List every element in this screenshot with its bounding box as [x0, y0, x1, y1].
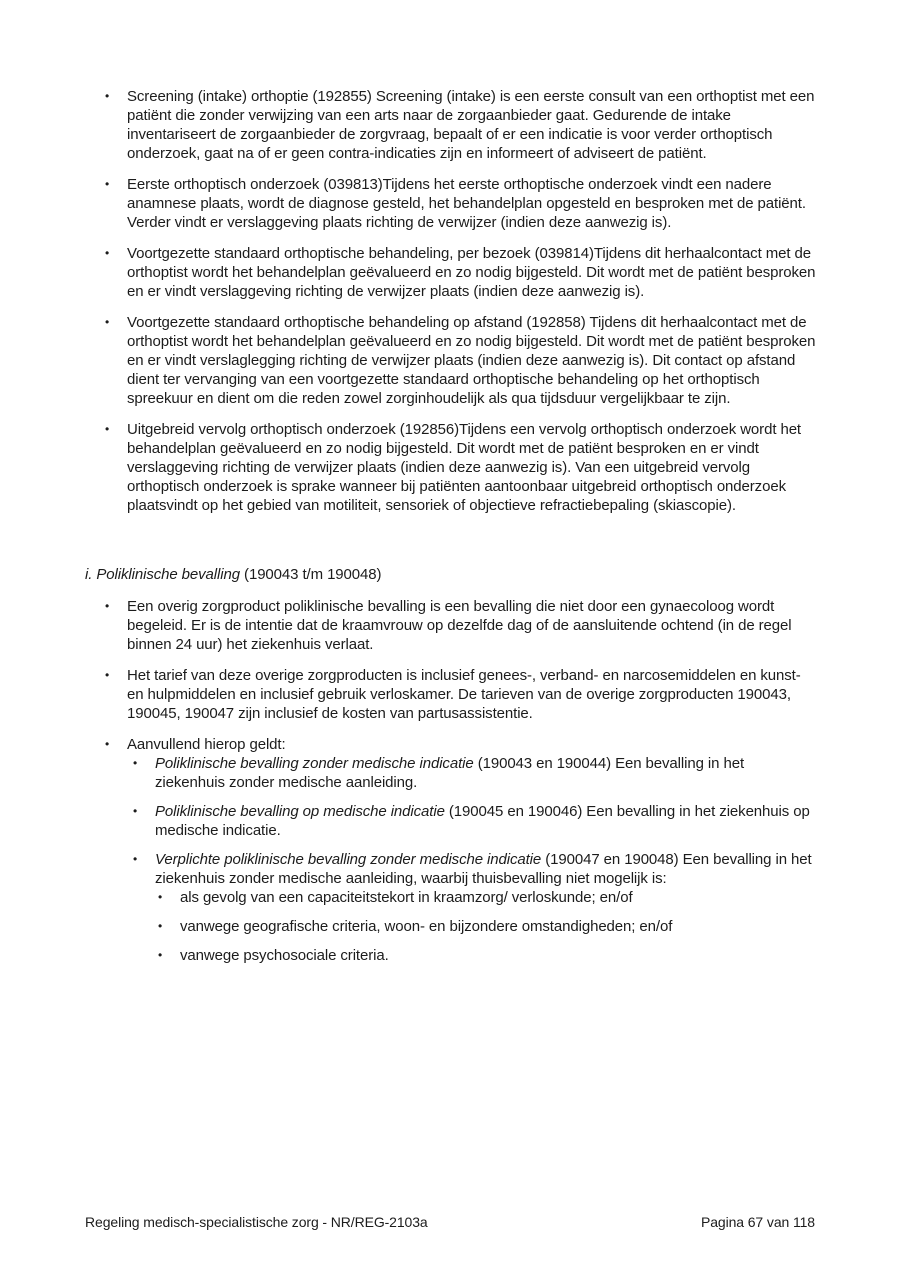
bullet-icon: •: [105, 315, 110, 329]
section-heading-italic: i. Poliklinische bevalling: [85, 566, 240, 583]
bullet-icon: •: [133, 804, 138, 818]
list-item-text: vanwege geografische criteria, woon- en bijzondere omstandigheden; en/of: [180, 918, 673, 935]
section-heading: [85, 565, 817, 584]
document-body: [85, 87, 817, 975]
list-item-term: Poliklinische bevalling zonder medische indicatie: [155, 755, 474, 772]
list-item: [85, 87, 817, 163]
list-item: [85, 946, 817, 965]
list-item-text: (190047 en 190048) Een bevalling in het ziekenhuis zonder medische aanleiding, waarbij thuisbevalling niet mogelijk is:: [155, 851, 812, 887]
bullet-icon: •: [105, 89, 110, 103]
bullet-icon: •: [158, 948, 163, 962]
bullet-icon: •: [105, 246, 110, 260]
list-item-text: Voortgezette standaard orthoptische behandeling, per bezoek (039814)Tijdens dit herhaalcontact met de orthoptist wordt het behandelplan geëvalueerd en zo nodig bijgesteld. Dit wordt met de patiënt besproken en er vindt verslaggeving richting de verwijzer plaats (indien deze aanwezig is).: [127, 245, 816, 300]
list-item-text: Eerste orthoptisch onderzoek (039813)Tijdens het eerste orthoptische onderzoek vindt een nadere anamnese plaats, wordt de diagnose gesteld, het behandelplan opgesteld en besproken met de patiënt. Verder vindt er verslaggeving plaats richting de verwijzer (indien deze aanwezig is).: [127, 176, 806, 231]
bullet-icon: •: [105, 668, 110, 682]
bullet-icon: •: [158, 890, 163, 904]
bullet-icon: •: [158, 919, 163, 933]
list-item: [85, 888, 817, 907]
list-item: [85, 175, 817, 232]
bullet-icon: •: [133, 756, 138, 770]
list-item-text: Voortgezette standaard orthoptische behandeling op afstand (192858) Tijdens dit herhaalcontact met de orthoptist wordt het behandelplan geëvalueerd en zo nodig bijgesteld. Dit wordt met de patiënt besproken en er vindt verslaglegging richting de verwijzer plaats (indien deze aanwezig is). Dit contact op afstand dient ter vervanging van een voortgezette standaard orthoptische behandeling op het orthoptisch spreekuur en dient om die reden zowel zorginhoudelijk als qua tijdsduur vergelijkbaar te zijn.: [127, 314, 816, 407]
list-item-text: Uitgebreid vervolg orthoptisch onderzoek (192856)Tijdens een vervolg orthoptisch onderzoek wordt het behandelplan geëvalueerd en zo nodig bijgesteld. Dit wordt met de patiënt besproken en er vindt verslaggeving richting de verwijzer plaats (indien deze aanwezig is). Van een uitgebreid vervolg orthoptisch onderzoek is sprake wanneer bij patiënten aantoonbaar uitgebreid orthoptisch onderzoek plaatsvindt op het gebied van motiliteit, sensoriek of objectieve refractiebepaling (skiascopie).: [127, 421, 802, 514]
list-item-text: Screening (intake) orthoptie (192855) Screening (intake) is een eerste consult van een orthoptist met een patiënt die zonder verwijzing van een arts naar de zorgaanbieder gaat. Gedurende de intake inventariseert de zorgaanbieder de zorgvraag, bepaalt of er een indicatie is voor verder orthoptisch onderzoek, gaat na of er geen contra-indicaties zijn en informeert of adviseert de patiënt.: [127, 88, 815, 162]
list-item: [85, 735, 817, 754]
list-item-text: vanwege psychosociale criteria.: [180, 947, 389, 964]
list-item-text: als gevolg van een capaciteitstekort in kraamzorg/ verloskunde; en/of: [180, 889, 633, 906]
list-item-text: (190043 en 190044) Een bevalling in het ziekenhuis zonder medische aanleiding.: [155, 755, 745, 791]
bullet-icon: •: [105, 177, 110, 191]
list-item: [85, 666, 817, 723]
bullet-icon: •: [105, 599, 110, 613]
list-item: [85, 917, 817, 936]
list-item-term: Verplichte poliklinische bevalling zonder medische indicatie: [155, 851, 542, 868]
list-item: [85, 754, 817, 792]
list-item: [85, 244, 817, 301]
bullet-icon: •: [105, 737, 110, 751]
list-item: [85, 802, 817, 840]
section-heading-codes: (190043 t/m 190048): [239, 566, 382, 583]
footer-document-title: Regeling medisch-specialistische zorg - NR/REG-2103a: [85, 1214, 428, 1230]
list-item-text: (190045 en 190046) Een bevalling in het ziekenhuis op medische indicatie.: [155, 803, 810, 839]
list-item-text: Een overig zorgproduct poliklinische bevalling is een bevalling die niet door een gynaecoloog wordt begeleid. Er is de intentie dat de kraamvrouw op dezelfde dag of de aansluitende ochtend (in de regel binnen 24 uur) het ziekenhuis verlaat.: [127, 598, 792, 653]
footer-page-number: Pagina 67 van 118: [700, 1214, 815, 1230]
bullet-icon: •: [133, 852, 138, 866]
list-item: [85, 420, 817, 515]
bullet-icon: •: [105, 422, 110, 436]
list-item-text: Het tarief van deze overige zorgproducten is inclusief genees-, verband- en narcosemiddelen en kunst- en hulpmiddelen en inclusief gebruik verloskamer. De tarieven van de overige zorgproducten 190043, 190045, 190047 zijn inclusief de kosten van partusassistentie.: [127, 667, 801, 722]
list-item-term: Poliklinische bevalling op medische indicatie: [155, 803, 445, 820]
list-item-text: Aanvullend hierop geldt:: [127, 736, 286, 753]
list-item: [85, 597, 817, 654]
list-item: [85, 313, 817, 408]
list-item: [85, 850, 817, 888]
page-footer: [85, 1213, 815, 1231]
